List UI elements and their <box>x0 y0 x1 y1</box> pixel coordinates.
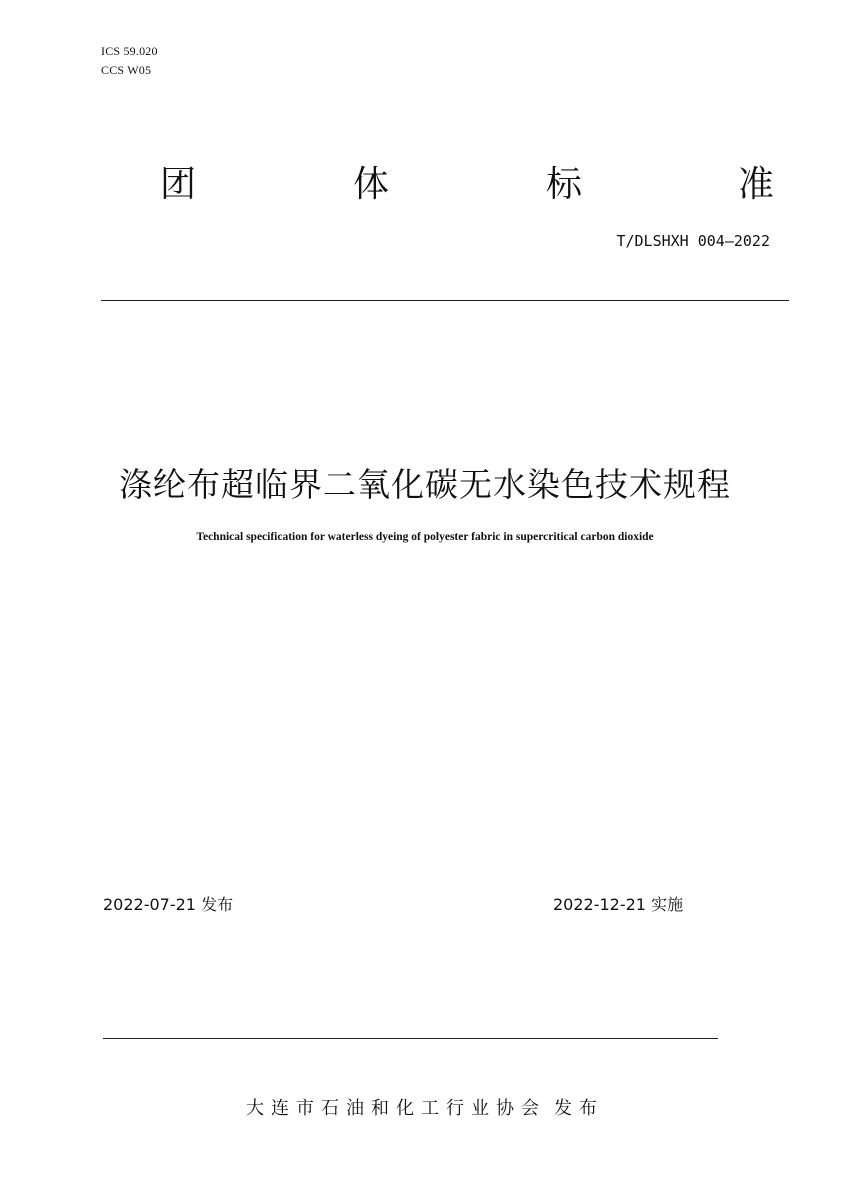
classification-codes <box>101 42 158 80</box>
document-title-chinese: 涤纶布超临界二氧化碳无水染色技术规程 <box>119 465 731 504</box>
implementation-date: 2022-12-21 实施 <box>553 895 684 914</box>
publisher-line <box>0 1095 850 1123</box>
standard-type-char: 体 <box>353 164 390 205</box>
ccs-code: CCS W05 <box>101 63 152 77</box>
document-title-english: Technical specification for waterless dyeing of polyester fabric in supercritical carbon dioxide <box>196 531 654 543</box>
standard-type-char: 标 <box>546 164 583 205</box>
standard-type-char: 准 <box>738 164 775 205</box>
bottom-divider <box>103 1038 718 1039</box>
publisher-action: 发布 <box>554 1098 604 1119</box>
standard-type-heading <box>160 160 780 210</box>
standard-number: T/DLSHXH 004—2022 <box>616 232 770 250</box>
release-date: 2022-07-21 发布 <box>103 895 234 914</box>
ics-code: ICS 59.020 <box>101 44 158 58</box>
standard-type-char: 团 <box>160 164 197 205</box>
publisher-name: 大连市石油和化工行业协会 <box>246 1098 546 1119</box>
top-divider <box>101 300 789 301</box>
